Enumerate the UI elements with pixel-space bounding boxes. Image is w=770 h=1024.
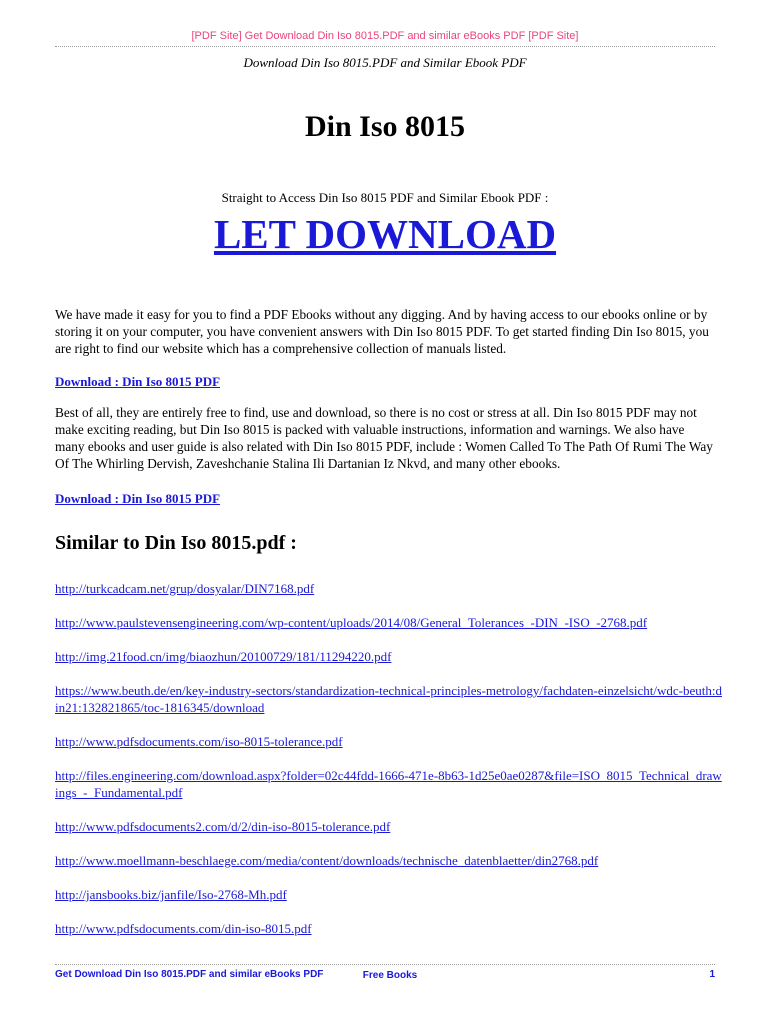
page-number: 1 [709, 969, 715, 980]
download-link-container-2 [55, 490, 715, 507]
list-item [55, 852, 725, 869]
similar-heading: Similar to Din Iso 8015.pdf : [55, 532, 297, 554]
similar-link[interactable]: https://www.beuth.de/en/key-industry-sectors/standardization-technical-principles-metrology/fachdaten-einzelsicht/wdc-beuth:din21:132821865/toc-1816345/download [55, 683, 722, 715]
list-item [55, 580, 725, 597]
list-item [55, 614, 725, 631]
header-note: [PDF Site] Get Download Din Iso 8015.PDF and similar eBooks PDF [PDF Site] [191, 30, 579, 42]
download-link-1[interactable]: Download : Din Iso 8015 PDF [55, 374, 221, 389]
similar-link[interactable]: http://www.pdfsdocuments2.com/d/2/din-iso-8015-tolerance.pdf [55, 819, 391, 834]
list-item [55, 818, 725, 835]
footer-divider [55, 964, 715, 965]
page-subtitle: Download Din Iso 8015.PDF and Similar Ebook PDF [243, 55, 527, 70]
similar-link[interactable]: http://www.moellmann-beschlaege.com/media/content/downloads/technische_datenblaetter/din2768.pdf [55, 853, 599, 868]
list-item [55, 920, 725, 937]
similar-link[interactable]: http://turkcadcam.net/grup/dosyalar/DIN7168.pdf [55, 581, 315, 596]
intro-paragraph: We have made it easy for you to find a PDF Ebooks without any digging. And by having access to our ebooks online or by storing it on your computer, you have convenient answers with Din Iso 8015 PDF. To get started finding Din Iso 8015, you are right to find our website which has a comprehensive collection of manuals listed. [55, 307, 709, 356]
footer-title: Get Download Din Iso 8015.PDF and similar eBooks PDF [55, 969, 324, 980]
list-item [55, 733, 725, 750]
similar-link[interactable]: http://files.engineering.com/download.aspx?folder=02c44fdd-1666-471e-8b63-1d25e0ae0287&file=ISO_8015_Technical_drawings_-_Fundamental.pdf [55, 768, 722, 800]
similar-links-list [55, 580, 725, 954]
similar-link[interactable]: http://img.21food.cn/img/biaozhun/20100729/181/11294220.pdf [55, 649, 392, 664]
similar-link[interactable]: http://www.paulstevensengineering.com/wp-content/uploads/2014/08/General_Tolerances_-DIN_-ISO_-2768.pdf [55, 615, 648, 630]
let-download-container [0, 210, 770, 258]
body-paragraph: Best of all, they are entirely free to find, use and download, so there is no cost or stress at all. Din Iso 8015 PDF may not make exciting reading, but Din Iso 8015 is packed with valuable instructions, information and warnings. We also have many ebooks and user guide is also related with Din Iso 8015 PDF, include : Women Called To The Path Of Rumi The Way Of The Whirling Dervish, Zaveshchanie Stalina Ili Dartanian Iz Nkvd, and many other ebooks. [55, 405, 713, 471]
list-item [55, 886, 725, 903]
header-divider [55, 46, 715, 47]
similar-link[interactable]: http://jansbooks.biz/janfile/Iso-2768-Mh.pdf [55, 887, 287, 902]
footer-free-books-link[interactable]: Free Books [362, 970, 418, 981]
download-link-2[interactable]: Download : Din Iso 8015 PDF [55, 491, 221, 506]
list-item [55, 648, 725, 665]
let-download-link[interactable]: LET DOWNLOAD [213, 211, 557, 257]
download-link-container-1 [55, 373, 715, 390]
list-item [55, 767, 725, 801]
access-line: Straight to Access Din Iso 8015 PDF and Similar Ebook PDF : [221, 190, 549, 205]
similar-link[interactable]: http://www.pdfsdocuments.com/din-iso-8015.pdf [55, 921, 312, 936]
similar-link[interactable]: http://www.pdfsdocuments.com/iso-8015-tolerance.pdf [55, 734, 343, 749]
list-item [55, 682, 725, 716]
page-title: Din Iso 8015 [304, 110, 466, 143]
